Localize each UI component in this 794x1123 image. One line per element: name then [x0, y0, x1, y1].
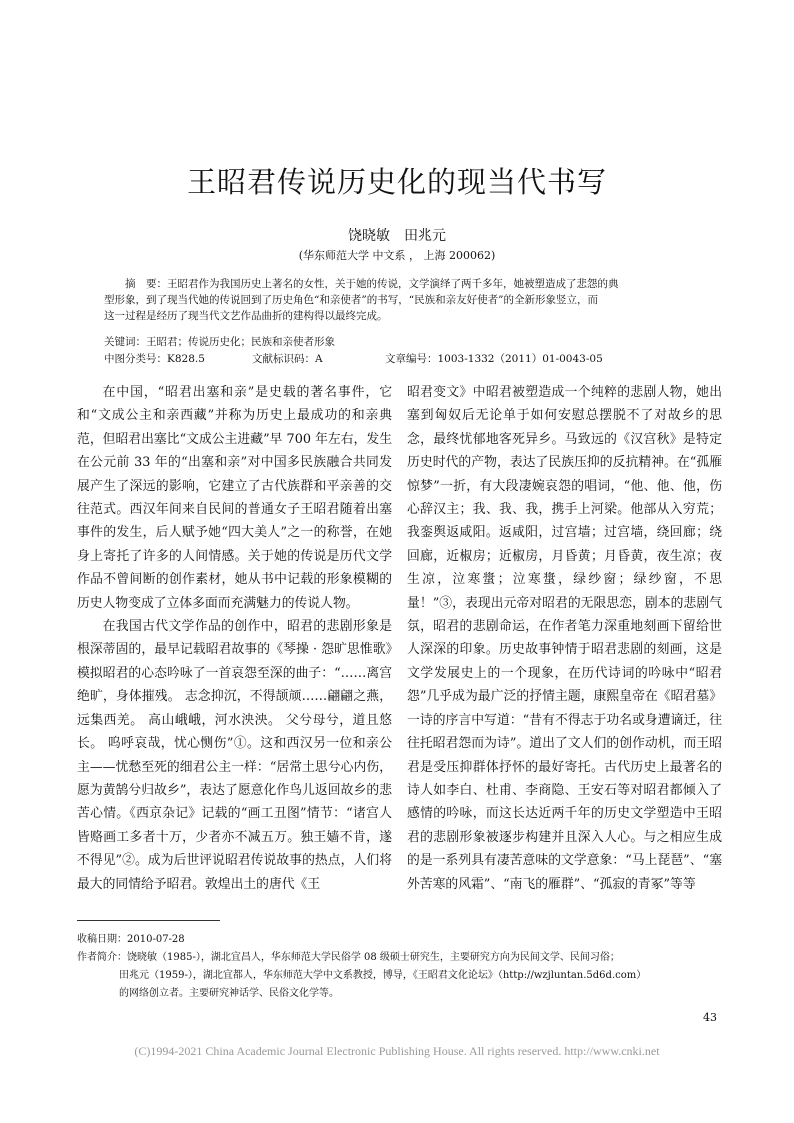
- bio-author-2: 田兆元（1959-），湖北宜都人，华东师范大学中文系教授，博导，《王昭君文化论坛》（http://wzjluntan.5d6d.com）: [119, 970, 647, 981]
- body-column-left: [77, 381, 392, 896]
- copyright-watermark: (C)1994-2021 China Academic Journal Electronic Publishing House. All rights reserved. http://www.cnki.net: [134, 1044, 660, 1058]
- abstract-line-3: 这一过程是经历了现当代文艺作品曲折的建构得以最终完成。: [104, 310, 388, 322]
- clc-number: 中图分类号：K828.5: [104, 353, 205, 365]
- keywords: [104, 334, 704, 350]
- paper-title: 王昭君传说历史化的现当代书写: [186, 165, 607, 199]
- bio-author-1: 饶晓敏（1985-），湖北宜昌人，华东师范大学民俗学 08 级硕士研究生，主要研究方向为民间文学、民间习俗；: [127, 952, 620, 963]
- body-paragraph: 在中国，“昭君出塞和亲”是史载的著名事件，它和“文成公主和亲西藏”并称为历史上最成功的和亲典范，但昭君出塞比“文成公主进藏”早 700 年左右，发生在公元前 33 年的“出塞和亲”对中国多民族融合共同发展产生了深远的影响，它建立了古代族群和平亲善的交往范式。西汉年间来自民间的普通女子王昭君随着出塞事件的发生，后人赋予她“四大美人”之一的称誉，在她身上寄托了许多的人间情感。关于她的传说是历代文学作品不曾间断的创作素材，她从书中记载的形象模糊的历史人物变成了立体多面而充满魅力的传说人物。: [77, 385, 392, 611]
- abstract-line-1: 王昭君作为我国历史上著名的女性，关于她的传说，文学演绎了两千多年，她被塑造成了悲怨的典: [167, 278, 619, 290]
- body-paragraph: 在我国古代文学作品的创作中，昭君的悲剧形象是根深蒂固的，最早记载昭君故事的《琴操 · 怨旷思惟歌》模拟昭君的心态吟咏了一首哀怨至深的曲子：“……离宫绝旷，身体摧残。 志念抑沉，不得颉颃……翩翩之燕，远集西羌。 高山峨峨，河水泱泱。 父兮母兮，道且悠长。 呜呼哀哉，忧心恻伤”①。这和西汉另一位和亲公主——忧愁至死的细君公主一样：“居常土思兮心内伤， 愿为黄鹄兮归故乡”，表达了愿意化作鸟儿返回故乡的悲苦心情。《西京杂记》记载的“画工丑图”情节：“诸宫人皆赂画工多者十万，少者亦不减五万。独王嫱不肯，遂不得见”②。成为后世评说昭君传说故事的热点，人们将最大的同情给予昭君。敦煌出土的唐代《王: [77, 619, 392, 892]
- classification-line: [104, 351, 684, 367]
- keywords-label: 关键词：: [104, 336, 146, 348]
- keywords-text: 王昭君；传说历史化；民族和亲使者形象: [146, 336, 335, 348]
- bio-label: 作者简介：: [77, 952, 127, 963]
- received-date: 收稿日期：2010-07-28: [77, 934, 185, 945]
- body-column-right: [407, 381, 722, 896]
- abstract: [104, 276, 704, 324]
- article-number: 文章编号：1003-1332（2011）01-0043-05: [385, 353, 603, 365]
- abstract-label: 摘 要：: [125, 278, 167, 290]
- footnotes: [77, 932, 722, 1004]
- page-number: 43: [703, 1011, 717, 1024]
- document-code: 文献标识码：A: [252, 353, 323, 365]
- abstract-line-2: 型形象，到了现当代她的传说回到了历史角色“和亲使者”的书写，“民族和亲友好使者”的全新形象竖立，而: [104, 294, 598, 306]
- body-paragraph: 昭君变文》中昭君被塑造成一个纯粹的悲剧人物，她出塞到匈奴后无论单于如何安慰总摆脱不了对故乡的思念，最终忧郁地客死异乡。马致远的《汉宫秋》是特定历史时代的产物，表达了民族压抑的反抗精神。在“孤雁惊梦”一折，有大段凄婉哀怨的唱词，“他、他、他，伤心辞汉主；我、我、我，携手上河梁。他部从入穷荒；我銮舆返咸阳。返咸阳，过宫墙；过宫墙，绕回廊；绕回廊，近椒房；近椒房，月昏黄；月昏黄，夜生凉；夜生凉，泣寒螀；泣寒螀，绿纱窗；绿纱窗，不思量！”③，表现出元帝对昭君的无限思恋，剧本的悲剧气氛，昭君的悲剧命运，在作者笔力深重地刻画下留给世人深深的印象。历史故事钟情于昭君悲剧的刻画，这是文学发展史上的一个现象，在历代诗词的吟咏中“昭君怨”几乎成为最广泛的抒情主题，康熙皇帝在《昭君墓》一诗的序言中写道：“昔有不得志于功名或身遭谪迁，往往托昭君怨而为诗”。道出了文人们的创作动机，而王昭君是受压抑群体抒怀的最好寄托。古代历史上最著名的诗人如李白、杜甫、李商隐、王安石等对昭君都倾入了感情的吟咏，而这长达近两千年的历史文学塑造中王昭君的悲剧形象被逐步构建并且深入人心。与之相应生成的是一系列具有凄苦意味的文学意象：“马上琵琶”、“塞外苦寒的风霜”、“南飞的雁群”、“孤寂的青冢”等等: [407, 385, 722, 892]
- footnote-divider: [77, 920, 220, 921]
- bio-author-2-cont: 的网络创立者。主要研究神话学、民俗文化学等。: [119, 988, 339, 999]
- author-names: 饶晓敏 田兆元: [348, 228, 446, 244]
- author-affiliation: (华东师范大学 中文系 ， 上海 200062): [298, 249, 496, 262]
